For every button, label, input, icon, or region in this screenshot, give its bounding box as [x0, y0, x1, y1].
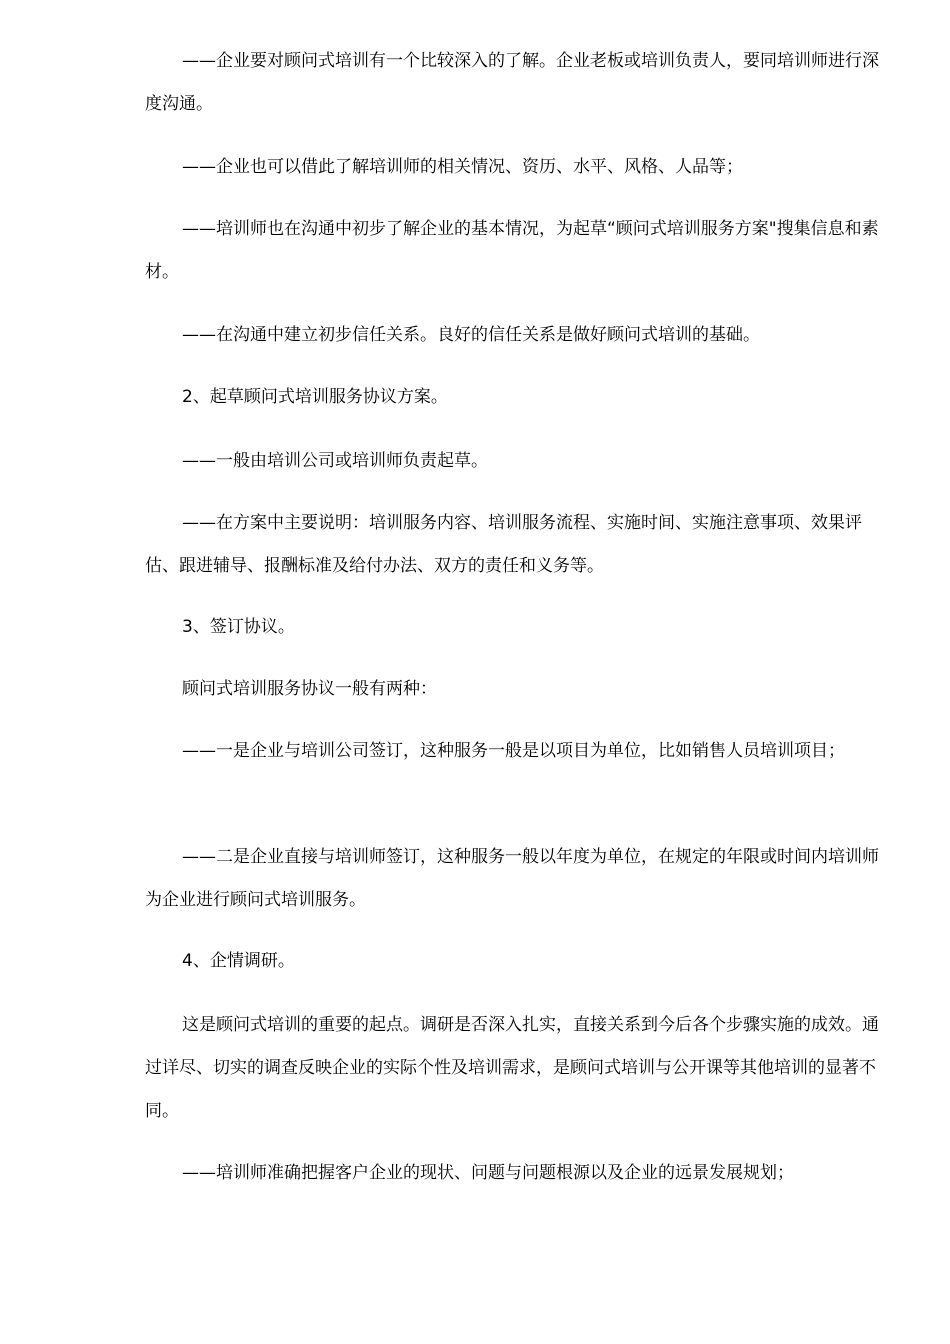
paragraph-deep-communication: ——企业要对顾问式培训有一个比较深入的了解。企业老板或培训负责人，要同培训师进行深度沟通。 — [145, 51, 879, 114]
paragraph-trainer-agreement: ——二是企业直接与培训师签订，这种服务一般以年度为单位，在规定的年限或时间内培训师为企业进行顾问式培训服务。 — [145, 847, 879, 910]
paragraph-understand-client: ——培训师准确把握客户企业的现状、问题与问题根源以及企业的远景发展规划； — [182, 1163, 794, 1183]
paragraph-drafted-by: ——一般由培训公司或培训师负责起草。 — [182, 451, 488, 471]
heading-step-2-draft-plan: 2、起草顾问式培训服务协议方案。 — [182, 387, 448, 407]
paragraph-agreement-types: 顾问式培训服务协议一般有两种： — [182, 679, 437, 699]
paragraph-build-trust: ——在沟通中建立初步信任关系。良好的信任关系是做好顾问式培训的基础。 — [182, 325, 760, 345]
paragraph-plan-contents: ——在方案中主要说明：培训服务内容、培训服务流程、实施时间、实施注意事项、效果评估、跟进辅导、报酬标准及给付办法、双方的责任和义务等。 — [145, 513, 862, 576]
paragraph-collect-information: ——培训师也在沟通中初步了解企业的基本情况，为起草“顾问式培训服务方案"搜集信息和素材。 — [145, 219, 879, 282]
heading-step-4-research: 4、企情调研。 — [182, 951, 295, 971]
heading-step-3-sign-agreement: 3、签订协议。 — [182, 617, 295, 637]
paragraph-company-agreement: ——一是企业与培训公司签订，这种服务一般是以项目为单位，比如销售人员培训项目； — [182, 741, 845, 761]
paragraph-research-importance: 这是顾问式培训的重要的起点。调研是否深入扎实，直接关系到今后各个步骤实施的成效。通过详尽、切实的调查反映企业的实际个性及培训需求，是顾问式培训与公开课等其他培训的显著不同。 — [145, 1015, 879, 1121]
paragraph-trainer-background: ——企业也可以借此了解培训师的相关情况、资历、水平、风格、人品等； — [182, 157, 743, 177]
